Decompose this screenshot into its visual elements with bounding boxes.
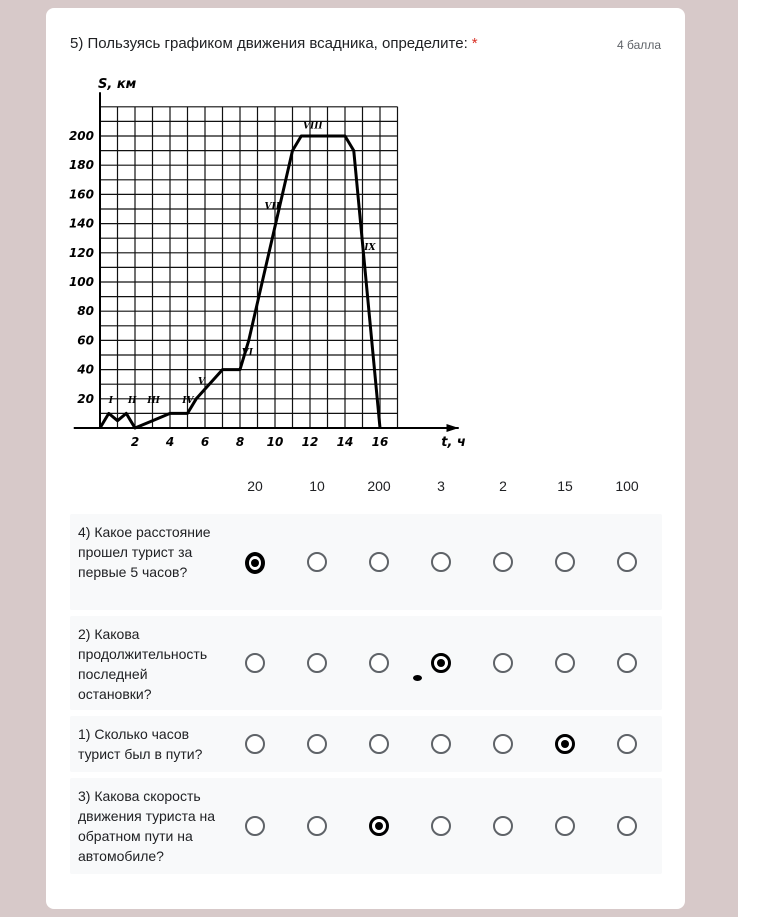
x-tick-label: 10	[266, 435, 284, 449]
row-label: 3) Какова скорость движения туриста на обратном пути на автомобиле?	[78, 788, 216, 864]
radio-button[interactable]	[369, 552, 389, 572]
y-tick-label: 180	[68, 158, 94, 173]
y-tick-label: 20	[77, 391, 94, 406]
segment-label: II	[128, 396, 137, 407]
radio-button[interactable]	[307, 734, 327, 754]
x-tick-label: 14	[336, 435, 354, 449]
radio-button[interactable]	[369, 734, 389, 754]
column-header: 10	[309, 478, 325, 494]
x-tick-label: 2	[130, 435, 140, 449]
question-title-text: 5) Пользуясь графиком движения всадника, определите:	[70, 35, 468, 52]
radio-button[interactable]	[431, 816, 451, 836]
radio-button[interactable]	[307, 653, 327, 673]
segment-label: I	[108, 396, 113, 407]
y-axis-label: S, км	[98, 77, 137, 93]
grid-row	[70, 778, 662, 874]
radio-button[interactable]	[245, 816, 265, 836]
column-header: 2	[499, 478, 507, 494]
column-headers	[70, 478, 662, 514]
y-tick-label: 40	[77, 362, 94, 377]
column-header: 20	[247, 478, 263, 494]
grid-rows	[70, 514, 662, 874]
radio-button[interactable]	[493, 816, 513, 836]
row-label: 1) Сколько часов турист был в пути?	[78, 726, 203, 762]
motion-chart	[68, 77, 466, 460]
segment-label: VII	[264, 202, 280, 212]
y-tick-label: 140	[68, 216, 94, 231]
radio-button[interactable]	[493, 734, 513, 754]
segment-label: IV	[182, 396, 194, 407]
radio-button[interactable]	[245, 734, 265, 754]
column-header: 15	[557, 478, 573, 494]
column-header: 100	[615, 478, 639, 494]
row-label: 4) Какое расстояние прошел турист за первые 5 часов?	[78, 524, 211, 580]
background-strip	[738, 0, 757, 917]
y-tick-label: 100	[68, 275, 94, 289]
required-asterisk: *	[471, 35, 478, 52]
y-tick-label: 80	[77, 304, 94, 319]
radio-button[interactable]	[617, 653, 637, 673]
radio-button[interactable]	[369, 816, 389, 836]
question-card	[46, 8, 685, 909]
stray-mark	[413, 675, 422, 681]
row-label: 2) Какова продолжительность последней остановки?	[78, 626, 208, 702]
radio-button[interactable]	[617, 734, 637, 754]
x-tick-label: 4	[165, 435, 175, 449]
x-tick-label: 8	[235, 435, 245, 449]
segment-label: V	[198, 377, 205, 388]
column-header: 3	[437, 478, 445, 494]
radio-button[interactable]	[493, 552, 513, 572]
radio-button[interactable]	[555, 653, 575, 673]
points-label: 4 балла	[617, 38, 661, 52]
radio-button[interactable]	[555, 552, 575, 572]
radio-button[interactable]	[307, 816, 327, 836]
x-tick-label: 16	[371, 435, 389, 449]
x-axis-arrow	[447, 424, 459, 432]
grid-row	[70, 514, 662, 610]
x-axis-label: t, ч	[441, 435, 466, 450]
y-tick-label: 120	[68, 245, 94, 260]
radio-button[interactable]	[617, 552, 637, 572]
grid-row	[70, 616, 662, 710]
y-tick-label: 60	[77, 333, 94, 348]
radio-button[interactable]	[617, 816, 637, 836]
column-header: 200	[367, 478, 391, 494]
y-tick-label: 200	[68, 129, 94, 143]
radio-button[interactable]	[493, 653, 513, 673]
segment-label: VIII	[303, 121, 323, 132]
segment-label: III	[147, 396, 160, 407]
radio-button[interactable]	[245, 552, 265, 574]
radio-button[interactable]	[555, 734, 575, 754]
choice-grid	[70, 478, 662, 880]
question-title	[70, 35, 478, 52]
radio-button[interactable]	[555, 816, 575, 836]
segment-label: IX	[364, 242, 376, 253]
radio-button[interactable]	[245, 653, 265, 673]
radio-button[interactable]	[431, 734, 451, 754]
grid-row	[70, 716, 662, 772]
radio-button[interactable]	[431, 653, 451, 673]
x-tick-label: 12	[301, 435, 319, 449]
segment-label: VI	[241, 348, 253, 358]
y-tick-label: 160	[68, 187, 94, 202]
x-tick-label: 6	[200, 435, 210, 449]
radio-button[interactable]	[307, 552, 327, 572]
radio-button[interactable]	[369, 653, 389, 673]
radio-button[interactable]	[431, 552, 451, 572]
